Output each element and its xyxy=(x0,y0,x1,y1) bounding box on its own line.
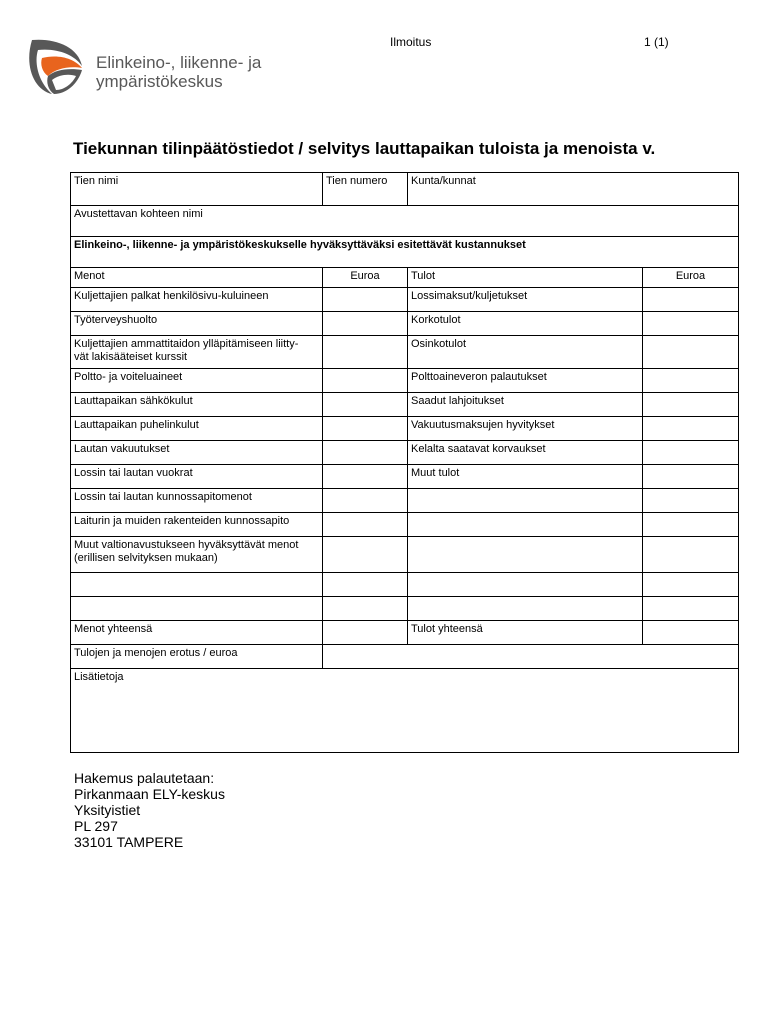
expense-amount-input[interactable] xyxy=(323,312,408,336)
income-amount-input[interactable] xyxy=(643,537,739,573)
expense-amount-input[interactable] xyxy=(323,288,408,312)
income-label xyxy=(408,489,643,513)
income-label: Vakuutusmaksujen hyvitykset xyxy=(408,417,643,441)
income-header: Tulot xyxy=(408,268,643,288)
expense-label: Laiturin ja muiden rakenteiden kunnossapito xyxy=(71,513,323,537)
ely-logo xyxy=(26,36,88,98)
page-number: 1 (1) xyxy=(644,35,669,49)
expense-label-line-2: vät lakisääteiset kurssit xyxy=(74,351,188,363)
table-row xyxy=(71,573,739,597)
target-name-field[interactable]: Avustettavan kohteen nimi xyxy=(71,206,739,237)
notes-field[interactable]: Lisätietoja xyxy=(71,669,739,753)
income-amount-input[interactable] xyxy=(643,288,739,312)
table-row xyxy=(71,288,739,312)
expense-label: Lautan vakuutukset xyxy=(71,441,323,465)
notes-row xyxy=(71,669,739,753)
expenses-total-input[interactable] xyxy=(323,621,408,645)
income-label: Saadut lahjoitukset xyxy=(408,393,643,417)
expense-amount-input[interactable] xyxy=(323,537,408,573)
expense-amount-input[interactable] xyxy=(323,393,408,417)
section-subheader: Elinkeino-, liikenne- ja ympäristökeskukselle hyväksyttäväksi esitettävät kustannukset xyxy=(71,237,739,268)
table-row xyxy=(71,597,739,621)
expense-amount-input[interactable] xyxy=(323,465,408,489)
expense-label-line-1: Muut valtionavustukseen hyväksyttävät menot xyxy=(74,539,299,551)
org-line-2: ympäristökeskus xyxy=(96,72,223,91)
income-amount-input[interactable] xyxy=(643,417,739,441)
return-address-line: Hakemus palautetaan: xyxy=(74,770,215,786)
expenses-total-label: Menot yhteensä xyxy=(71,621,323,645)
income-unit-header: Euroa xyxy=(643,268,739,288)
expense-amount-input[interactable] xyxy=(323,417,408,441)
table-row xyxy=(71,312,739,336)
income-label: Kelalta saatavat korvaukset xyxy=(408,441,643,465)
income-label xyxy=(408,537,643,573)
expense-amount-input[interactable] xyxy=(323,573,408,597)
return-address xyxy=(74,770,225,850)
org-line-1: Elinkeino-, liikenne- ja xyxy=(96,53,262,72)
return-address-line: 33101 TAMPERE xyxy=(74,834,184,850)
expenses-unit-header: Euroa xyxy=(323,268,408,288)
income-label: Osinkotulot xyxy=(408,336,643,369)
municipality-field[interactable]: Kunta/kunnat xyxy=(408,173,739,206)
table-row xyxy=(71,393,739,417)
expense-amount-input[interactable] xyxy=(323,369,408,393)
income-amount-input[interactable] xyxy=(643,465,739,489)
expense-label: Poltto- ja voiteluaineet xyxy=(71,369,323,393)
expense-amount-input[interactable] xyxy=(323,489,408,513)
income-label: Lossimaksut/kuljetukset xyxy=(408,288,643,312)
table-row xyxy=(71,537,739,573)
table-row xyxy=(71,441,739,465)
column-header-row xyxy=(71,268,739,288)
income-amount-input[interactable] xyxy=(643,393,739,417)
expense-label: Lauttapaikan puhelinkulut xyxy=(71,417,323,441)
income-amount-input[interactable] xyxy=(643,441,739,465)
expense-label-line-1: Kuljettajien ammattitaidon ylläpitämiseen liitty- xyxy=(74,338,299,350)
table-row xyxy=(71,465,739,489)
expense-amount-input[interactable] xyxy=(323,336,408,369)
income-label: Polttoaineveron palautukset xyxy=(408,369,643,393)
expense-amount-input[interactable] xyxy=(323,513,408,537)
income-label[interactable] xyxy=(408,573,643,597)
return-address-line: Pirkanmaan ELY-keskus xyxy=(74,786,225,802)
document-type: Ilmoitus xyxy=(390,35,432,49)
expense-label: Työterveyshuolto xyxy=(71,312,323,336)
return-address-line: Yksityistiet xyxy=(74,802,141,818)
road-name-field[interactable]: Tien nimi xyxy=(71,173,323,206)
top-fields-row xyxy=(71,173,739,206)
expense-label: Lossin tai lautan vuokrat xyxy=(71,465,323,489)
difference-input[interactable] xyxy=(323,645,739,669)
expense-label: Kuljettajien palkat henkilösivu-kuluineen xyxy=(71,288,323,312)
income-total-input[interactable] xyxy=(643,621,739,645)
form-title: Tiekunnan tilinpäätöstiedot / selvitys lauttapaikan tuloista ja menoista v. xyxy=(73,139,656,158)
target-name-row xyxy=(71,206,739,237)
income-amount-input[interactable] xyxy=(643,489,739,513)
expense-label: Lossin tai lautan kunnossapitomenot xyxy=(71,489,323,513)
subheader-row xyxy=(71,237,739,268)
difference-label: Tulojen ja menojen erotus / euroa xyxy=(71,645,323,669)
expense-label[interactable] xyxy=(71,573,323,597)
income-amount-input[interactable] xyxy=(643,513,739,537)
return-address-line: PL 297 xyxy=(74,818,118,834)
expense-label xyxy=(71,336,323,369)
income-total-label: Tulot yhteensä xyxy=(408,621,643,645)
expense-label xyxy=(71,537,323,573)
difference-row xyxy=(71,645,739,669)
expense-label: Lauttapaikan sähkökulut xyxy=(71,393,323,417)
financial-form-table xyxy=(70,172,739,753)
expense-label[interactable] xyxy=(71,597,323,621)
expense-amount-input[interactable] xyxy=(323,597,408,621)
income-amount-input[interactable] xyxy=(643,369,739,393)
income-label[interactable] xyxy=(408,597,643,621)
expense-amount-input[interactable] xyxy=(323,441,408,465)
totals-row xyxy=(71,621,739,645)
organization-name xyxy=(96,53,261,91)
income-label: Muut tulot xyxy=(408,465,643,489)
table-row xyxy=(71,513,739,537)
table-row xyxy=(71,417,739,441)
income-amount-input[interactable] xyxy=(643,597,739,621)
table-row xyxy=(71,489,739,513)
expense-label-line-2: (erillisen selvityksen mukaan) xyxy=(74,552,218,564)
road-number-field[interactable]: Tien numero xyxy=(323,173,408,206)
income-label: Korkotulot xyxy=(408,312,643,336)
table-row xyxy=(71,369,739,393)
income-amount-input[interactable] xyxy=(643,312,739,336)
table-row xyxy=(71,336,739,369)
income-label xyxy=(408,513,643,537)
expenses-header: Menot xyxy=(71,268,323,288)
income-amount-input[interactable] xyxy=(643,573,739,597)
income-amount-input[interactable] xyxy=(643,336,739,369)
